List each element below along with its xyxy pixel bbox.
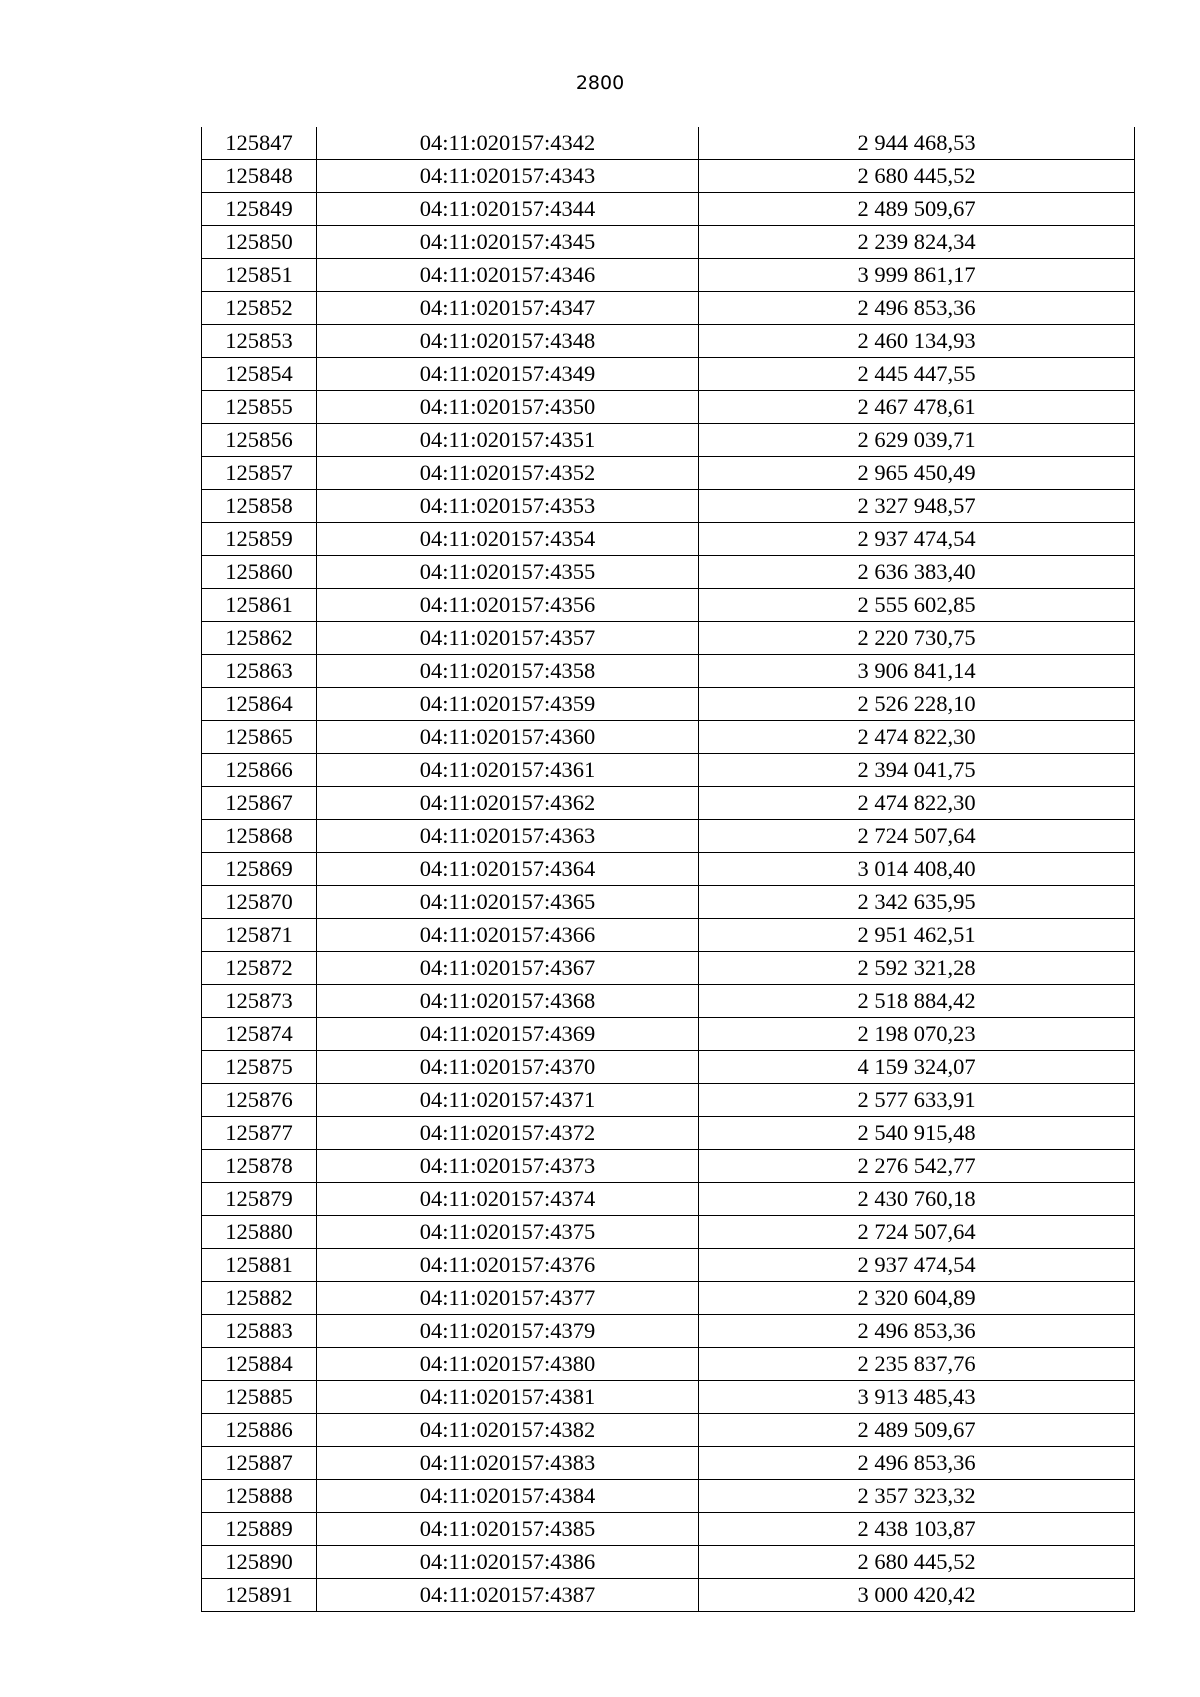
- cadastral-number-cell: 04:11:020157:4347: [317, 292, 699, 325]
- value-cell: 2 680 445,52: [699, 1546, 1135, 1579]
- cadastral-number-cell: 04:11:020157:4343: [317, 160, 699, 193]
- value-cell: 2 629 039,71: [699, 424, 1135, 457]
- table-row: [202, 1579, 1135, 1612]
- row-number-cell: 125848: [202, 160, 317, 193]
- value-cell: 2 592 321,28: [699, 952, 1135, 985]
- table-row: [202, 853, 1135, 886]
- table-row: [202, 919, 1135, 952]
- cadastral-number-cell: 04:11:020157:4342: [317, 127, 699, 160]
- table-row: [202, 688, 1135, 721]
- row-number-cell: 125878: [202, 1150, 317, 1183]
- cadastral-number-cell: 04:11:020157:4370: [317, 1051, 699, 1084]
- value-cell: 2 320 604,89: [699, 1282, 1135, 1315]
- table-row: [202, 259, 1135, 292]
- value-cell: 2 460 134,93: [699, 325, 1135, 358]
- cadastral-number-cell: 04:11:020157:4356: [317, 589, 699, 622]
- value-cell: 2 965 450,49: [699, 457, 1135, 490]
- row-number-cell: 125877: [202, 1117, 317, 1150]
- value-cell: 2 724 507,64: [699, 820, 1135, 853]
- cadastral-number-cell: 04:11:020157:4357: [317, 622, 699, 655]
- row-number-cell: 125869: [202, 853, 317, 886]
- value-cell: 3 913 485,43: [699, 1381, 1135, 1414]
- table-row: [202, 589, 1135, 622]
- table-row: [202, 622, 1135, 655]
- value-cell: 3 014 408,40: [699, 853, 1135, 886]
- cadastral-number-cell: 04:11:020157:4362: [317, 787, 699, 820]
- value-cell: 2 276 542,77: [699, 1150, 1135, 1183]
- value-cell: 4 159 324,07: [699, 1051, 1135, 1084]
- cadastral-number-cell: 04:11:020157:4350: [317, 391, 699, 424]
- table-row: [202, 1051, 1135, 1084]
- cadastral-number-cell: 04:11:020157:4385: [317, 1513, 699, 1546]
- cadastral-number-cell: 04:11:020157:4375: [317, 1216, 699, 1249]
- table-row: [202, 1546, 1135, 1579]
- value-cell: 2 496 853,36: [699, 1315, 1135, 1348]
- row-number-cell: 125856: [202, 424, 317, 457]
- table-row: [202, 886, 1135, 919]
- row-number-cell: 125860: [202, 556, 317, 589]
- cadastral-number-cell: 04:11:020157:4384: [317, 1480, 699, 1513]
- cadastral-number-cell: 04:11:020157:4366: [317, 919, 699, 952]
- value-cell: 2 467 478,61: [699, 391, 1135, 424]
- value-cell: 2 474 822,30: [699, 787, 1135, 820]
- value-cell: 2 680 445,52: [699, 160, 1135, 193]
- table-row: [202, 1249, 1135, 1282]
- table-row: [202, 424, 1135, 457]
- value-cell: 3 999 861,17: [699, 259, 1135, 292]
- value-cell: 2 394 041,75: [699, 754, 1135, 787]
- table-row: [202, 358, 1135, 391]
- row-number-cell: 125865: [202, 721, 317, 754]
- table-row: [202, 1117, 1135, 1150]
- cadastral-number-cell: 04:11:020157:4380: [317, 1348, 699, 1381]
- value-cell: 2 239 824,34: [699, 226, 1135, 259]
- value-cell: 2 937 474,54: [699, 1249, 1135, 1282]
- cadastral-number-cell: 04:11:020157:4365: [317, 886, 699, 919]
- table-row: [202, 952, 1135, 985]
- row-number-cell: 125849: [202, 193, 317, 226]
- cadastral-number-cell: 04:11:020157:4376: [317, 1249, 699, 1282]
- row-number-cell: 125885: [202, 1381, 317, 1414]
- row-number-cell: 125853: [202, 325, 317, 358]
- row-number-cell: 125883: [202, 1315, 317, 1348]
- row-number-cell: 125864: [202, 688, 317, 721]
- value-cell: 3 000 420,42: [699, 1579, 1135, 1612]
- row-number-cell: 125854: [202, 358, 317, 391]
- value-cell: 2 496 853,36: [699, 1447, 1135, 1480]
- cadastral-number-cell: 04:11:020157:4368: [317, 985, 699, 1018]
- data-table: [201, 127, 1135, 1612]
- table-row: [202, 1183, 1135, 1216]
- cadastral-number-cell: 04:11:020157:4359: [317, 688, 699, 721]
- row-number-cell: 125847: [202, 127, 317, 160]
- table-body: [202, 127, 1135, 1612]
- row-number-cell: 125884: [202, 1348, 317, 1381]
- cadastral-number-cell: 04:11:020157:4360: [317, 721, 699, 754]
- table-row: [202, 1084, 1135, 1117]
- cadastral-number-cell: 04:11:020157:4377: [317, 1282, 699, 1315]
- cadastral-number-cell: 04:11:020157:4364: [317, 853, 699, 886]
- page-number: 2800: [575, 72, 625, 94]
- value-cell: 2 518 884,42: [699, 985, 1135, 1018]
- value-cell: 2 198 070,23: [699, 1018, 1135, 1051]
- table-row: [202, 226, 1135, 259]
- table-row: [202, 556, 1135, 589]
- table-row: [202, 1381, 1135, 1414]
- row-number-cell: 125875: [202, 1051, 317, 1084]
- row-number-cell: 125890: [202, 1546, 317, 1579]
- value-cell: 2 489 509,67: [699, 193, 1135, 226]
- table-row: [202, 1216, 1135, 1249]
- cadastral-number-cell: 04:11:020157:4379: [317, 1315, 699, 1348]
- table-row: [202, 820, 1135, 853]
- table-row: [202, 391, 1135, 424]
- row-number-cell: 125862: [202, 622, 317, 655]
- row-number-cell: 125888: [202, 1480, 317, 1513]
- value-cell: 2 540 915,48: [699, 1117, 1135, 1150]
- cadastral-number-cell: 04:11:020157:4345: [317, 226, 699, 259]
- cadastral-number-cell: 04:11:020157:4344: [317, 193, 699, 226]
- row-number-cell: 125866: [202, 754, 317, 787]
- cadastral-number-cell: 04:11:020157:4371: [317, 1084, 699, 1117]
- table-row: [202, 160, 1135, 193]
- cadastral-number-cell: 04:11:020157:4349: [317, 358, 699, 391]
- row-number-cell: 125891: [202, 1579, 317, 1612]
- table-row: [202, 1315, 1135, 1348]
- table-row: [202, 325, 1135, 358]
- value-cell: 2 474 822,30: [699, 721, 1135, 754]
- row-number-cell: 125873: [202, 985, 317, 1018]
- value-cell: 2 636 383,40: [699, 556, 1135, 589]
- value-cell: 2 327 948,57: [699, 490, 1135, 523]
- cadastral-number-cell: 04:11:020157:4383: [317, 1447, 699, 1480]
- cadastral-number-cell: 04:11:020157:4373: [317, 1150, 699, 1183]
- row-number-cell: 125872: [202, 952, 317, 985]
- row-number-cell: 125886: [202, 1414, 317, 1447]
- row-number-cell: 125889: [202, 1513, 317, 1546]
- cadastral-number-cell: 04:11:020157:4369: [317, 1018, 699, 1051]
- cadastral-number-cell: 04:11:020157:4346: [317, 259, 699, 292]
- cadastral-number-cell: 04:11:020157:4353: [317, 490, 699, 523]
- value-cell: 2 937 474,54: [699, 523, 1135, 556]
- row-number-cell: 125879: [202, 1183, 317, 1216]
- cadastral-number-cell: 04:11:020157:4381: [317, 1381, 699, 1414]
- table-row: [202, 1348, 1135, 1381]
- row-number-cell: 125868: [202, 820, 317, 853]
- row-number-cell: 125881: [202, 1249, 317, 1282]
- row-number-cell: 125850: [202, 226, 317, 259]
- cadastral-number-cell: 04:11:020157:4374: [317, 1183, 699, 1216]
- cadastral-number-cell: 04:11:020157:4367: [317, 952, 699, 985]
- table-row: [202, 1513, 1135, 1546]
- value-cell: 2 724 507,64: [699, 1216, 1135, 1249]
- row-number-cell: 125870: [202, 886, 317, 919]
- table-row: [202, 127, 1135, 160]
- value-cell: 3 906 841,14: [699, 655, 1135, 688]
- value-cell: 2 220 730,75: [699, 622, 1135, 655]
- value-cell: 2 235 837,76: [699, 1348, 1135, 1381]
- cadastral-number-cell: 04:11:020157:4354: [317, 523, 699, 556]
- row-number-cell: 125874: [202, 1018, 317, 1051]
- row-number-cell: 125871: [202, 919, 317, 952]
- cadastral-number-cell: 04:11:020157:4363: [317, 820, 699, 853]
- table-row: [202, 457, 1135, 490]
- value-cell: 2 438 103,87: [699, 1513, 1135, 1546]
- cadastral-number-cell: 04:11:020157:4351: [317, 424, 699, 457]
- value-cell: 2 944 468,53: [699, 127, 1135, 160]
- cadastral-number-cell: 04:11:020157:4386: [317, 1546, 699, 1579]
- table-row: [202, 985, 1135, 1018]
- value-cell: 2 526 228,10: [699, 688, 1135, 721]
- row-number-cell: 125880: [202, 1216, 317, 1249]
- row-number-cell: 125882: [202, 1282, 317, 1315]
- table-row: [202, 490, 1135, 523]
- table-row: [202, 787, 1135, 820]
- table-row: [202, 1018, 1135, 1051]
- table-row: [202, 523, 1135, 556]
- row-number-cell: 125887: [202, 1447, 317, 1480]
- value-cell: 2 489 509,67: [699, 1414, 1135, 1447]
- value-cell: 2 951 462,51: [699, 919, 1135, 952]
- table-row: [202, 1480, 1135, 1513]
- cadastral-number-cell: 04:11:020157:4372: [317, 1117, 699, 1150]
- table-row: [202, 1414, 1135, 1447]
- row-number-cell: 125857: [202, 457, 317, 490]
- value-cell: 2 357 323,32: [699, 1480, 1135, 1513]
- table-row: [202, 721, 1135, 754]
- value-cell: 2 496 853,36: [699, 292, 1135, 325]
- value-cell: 2 555 602,85: [699, 589, 1135, 622]
- table-row: [202, 193, 1135, 226]
- row-number-cell: 125859: [202, 523, 317, 556]
- cadastral-number-cell: 04:11:020157:4348: [317, 325, 699, 358]
- cadastral-number-cell: 04:11:020157:4387: [317, 1579, 699, 1612]
- table-row: [202, 655, 1135, 688]
- cadastral-number-cell: 04:11:020157:4352: [317, 457, 699, 490]
- table-row: [202, 1150, 1135, 1183]
- table-row: [202, 292, 1135, 325]
- cadastral-number-cell: 04:11:020157:4355: [317, 556, 699, 589]
- cadastral-number-cell: 04:11:020157:4361: [317, 754, 699, 787]
- value-cell: 2 445 447,55: [699, 358, 1135, 391]
- row-number-cell: 125876: [202, 1084, 317, 1117]
- row-number-cell: 125852: [202, 292, 317, 325]
- row-number-cell: 125861: [202, 589, 317, 622]
- table-row: [202, 1447, 1135, 1480]
- value-cell: 2 577 633,91: [699, 1084, 1135, 1117]
- row-number-cell: 125855: [202, 391, 317, 424]
- value-cell: 2 430 760,18: [699, 1183, 1135, 1216]
- cadastral-number-cell: 04:11:020157:4358: [317, 655, 699, 688]
- row-number-cell: 125858: [202, 490, 317, 523]
- row-number-cell: 125851: [202, 259, 317, 292]
- row-number-cell: 125867: [202, 787, 317, 820]
- table-row: [202, 1282, 1135, 1315]
- table-row: [202, 754, 1135, 787]
- row-number-cell: 125863: [202, 655, 317, 688]
- cadastral-number-cell: 04:11:020157:4382: [317, 1414, 699, 1447]
- value-cell: 2 342 635,95: [699, 886, 1135, 919]
